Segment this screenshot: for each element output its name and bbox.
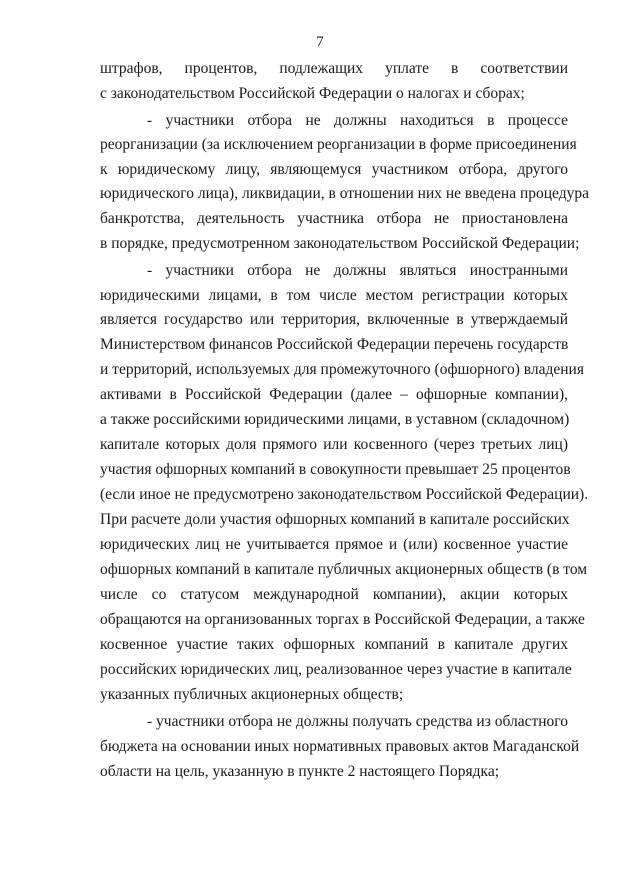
text-line: а также российскими юридическими лицами, в уставном (складочном) bbox=[100, 411, 570, 428]
text-line: к юридическому лицу, являющемуся участником отбора, другого bbox=[100, 161, 568, 178]
text-line: Министерством финансов Российской Федерации перечень государств bbox=[100, 336, 569, 353]
text-line: косвенное участие таких офшорных компаний в капитале других bbox=[100, 636, 568, 653]
text-line: российских юридических лиц, реализованное через участие в капитале bbox=[100, 661, 572, 678]
text-line: обращаются на организованных торгах в Российской Федерации, а также bbox=[100, 611, 585, 628]
text-line: капитале которых доля прямого или косвенного (через третьих лиц) bbox=[100, 436, 568, 453]
text-line: реорганизации (за исключением реорганизации в форме присоединения bbox=[100, 136, 577, 153]
text-line: (если иное не предусмотрено законодательством Российской Федерации). bbox=[100, 486, 589, 503]
text-line: числе со статусом международной компании), акции которых bbox=[100, 586, 568, 603]
text-line: банкротства, деятельность участника отбора не приостановлена bbox=[100, 210, 568, 227]
text-line: указанных публичных акционерных обществ; bbox=[100, 686, 404, 703]
text-line: в порядке, предусмотренном законодательством Российской Федерации; bbox=[100, 235, 580, 252]
text-line: юридическими лицами, в том числе местом регистрации которых bbox=[100, 287, 568, 304]
text-line: является государство или территория, включенные в утверждаемый bbox=[100, 311, 568, 328]
text-line: области на цель, указанную в пункте 2 настоящего Порядка; bbox=[100, 763, 500, 780]
text-line: юридического лица), ликвидации, в отношении них не введена процедура bbox=[100, 185, 589, 202]
text-line: офшорных компаний в капитале публичных акционерных обществ (в том bbox=[100, 561, 588, 578]
text-line: - участники отбора не должны находиться в процессе bbox=[147, 112, 568, 129]
text-line: - участники отбора не должны являться иностранными bbox=[147, 262, 568, 279]
text-line: с законодательством Российской Федерации о налогах и сборах; bbox=[100, 85, 525, 102]
text-line: бюджета на основании иных нормативных правовых актов Магаданской bbox=[100, 738, 580, 755]
text-line: При расчете доли участия офшорных компаний в капитале российских bbox=[100, 511, 570, 528]
text-line: участия офшорных компаний в совокупности превышает 25 процентов bbox=[100, 461, 571, 478]
text-line: активами в Российской Федерации (далее – офшорные компании), bbox=[100, 386, 568, 403]
text-line: и территорий, используемых для промежуточного (офшорного) владения bbox=[100, 361, 584, 378]
page-number: 7 bbox=[316, 34, 324, 50]
text-line: - участники отбора не должны получать средства из областного bbox=[147, 713, 568, 730]
text-line: юридических лиц не учитывается прямое и (или) косвенное участие bbox=[100, 536, 568, 553]
text-line: штрафов, процентов, подлежащих уплате в соответствии bbox=[100, 60, 568, 77]
